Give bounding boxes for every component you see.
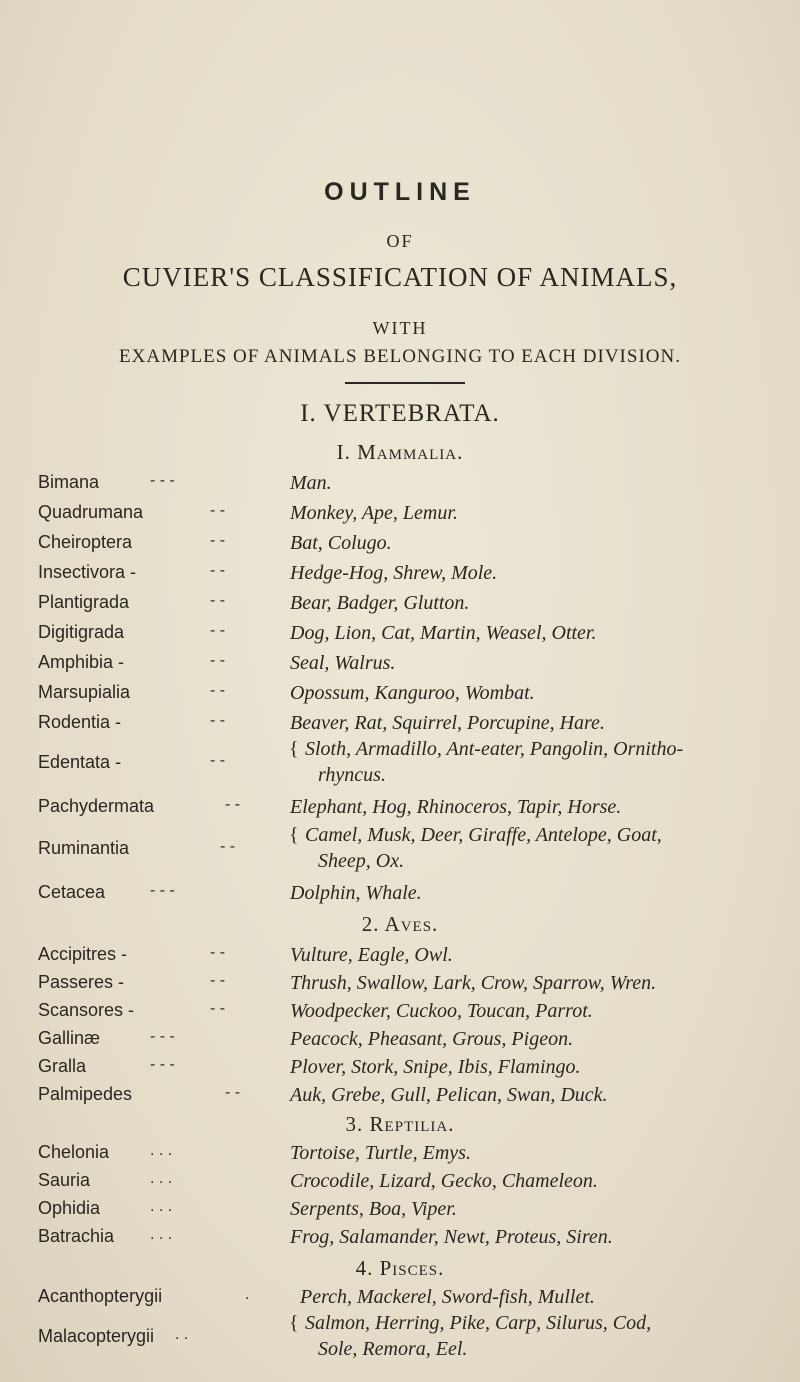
order-name: Ophidia bbox=[38, 1198, 101, 1218]
examples-text: Hedge-Hog, Shrew, Mole. bbox=[290, 562, 498, 584]
order-name: Chelonia bbox=[38, 1142, 110, 1162]
table-row bbox=[0, 1312, 800, 1360]
table-row bbox=[0, 532, 800, 562]
order-name: Gallinæ bbox=[38, 1028, 101, 1048]
main-heading: CUVIER'S CLASSIFICATION OF ANIMALS, bbox=[122, 262, 678, 292]
leader-dots: - - bbox=[210, 712, 226, 729]
examples-text: Tortoise, Turtle, Emys. bbox=[290, 1142, 471, 1164]
table-row bbox=[0, 796, 800, 826]
leader-dots: - - bbox=[220, 838, 236, 855]
table-row bbox=[0, 682, 800, 712]
brace-icon: { bbox=[289, 1312, 299, 1334]
examples-text: Dolphin, Whale. bbox=[290, 882, 422, 904]
title-of: OF bbox=[386, 231, 414, 251]
examples-text: Peacock, Pheasant, Grous, Pigeon. bbox=[290, 1028, 574, 1050]
table-row bbox=[0, 882, 800, 912]
order-name: Pachydermata bbox=[38, 796, 155, 816]
examples-text: Frog, Salamander, Newt, Proteus, Siren. bbox=[290, 1226, 613, 1248]
table-row bbox=[0, 562, 800, 592]
table-row bbox=[0, 502, 800, 532]
examples-text: Woodpecker, Cuckoo, Toucan, Parrot. bbox=[290, 1000, 593, 1022]
order-name: Bimana bbox=[38, 472, 100, 492]
order-name: Cheiroptera bbox=[38, 532, 133, 552]
table-row bbox=[0, 1170, 800, 1200]
leader-dots: - - bbox=[210, 622, 226, 639]
order-name: Amphibia - bbox=[38, 652, 125, 672]
leader-dots: - - bbox=[210, 502, 226, 519]
table-row bbox=[0, 824, 800, 872]
examples-text: Crocodile, Lizard, Gecko, Chameleon. bbox=[290, 1170, 598, 1192]
leader-dots: - - bbox=[225, 1084, 241, 1101]
leader-dots: - - bbox=[210, 592, 226, 609]
order-name: Insectivora - bbox=[38, 562, 137, 582]
title-with: WITH bbox=[372, 318, 428, 338]
examples-continuation: rhyncus. bbox=[318, 764, 386, 786]
leader-dots: - - - bbox=[150, 472, 175, 489]
table-row bbox=[0, 972, 800, 1002]
order-name: Passeres - bbox=[38, 972, 125, 992]
table-row bbox=[0, 622, 800, 652]
section-pisces: 4. Pisces. bbox=[355, 1256, 445, 1280]
examples-text: Elephant, Hog, Rhinoceros, Tapir, Horse. bbox=[290, 796, 622, 818]
table-row bbox=[0, 738, 800, 786]
examples-text: Bat, Colugo. bbox=[290, 532, 392, 554]
examples-text: Salmon, Herring, Pike, Carp, Silurus, Cod, bbox=[305, 1312, 652, 1334]
brace-icon: { bbox=[289, 824, 299, 846]
examples-text: Bear, Badger, Glutton. bbox=[290, 592, 470, 614]
order-name: Malacopterygii bbox=[38, 1326, 155, 1346]
leader-dots: - - bbox=[225, 796, 241, 813]
examples-text: Beaver, Rat, Squirrel, Porcupine, Hare. bbox=[290, 712, 605, 734]
order-name: Gralla bbox=[38, 1056, 87, 1076]
leader-dots: - - bbox=[210, 652, 226, 669]
examples-text: Serpents, Boa, Viper. bbox=[290, 1198, 457, 1220]
order-name: Rodentia - bbox=[38, 712, 122, 732]
leader-dots: - - - bbox=[150, 1056, 175, 1073]
examples-text: Sloth, Armadillo, Ant-eater, Pangolin, Ornitho- bbox=[305, 738, 684, 760]
order-name: Plantigrada bbox=[38, 592, 130, 612]
examples-continuation: Sole, Remora, Eel. bbox=[318, 1338, 468, 1360]
subheading: EXAMPLES OF ANIMALS BELONGING TO EACH DIVISION. bbox=[119, 346, 681, 367]
order-name: Quadrumana bbox=[38, 502, 144, 522]
examples-text: Vulture, Eagle, Owl. bbox=[290, 944, 453, 966]
order-name: Cetacea bbox=[38, 882, 106, 902]
table-row bbox=[0, 944, 800, 974]
leader-dots: . . . bbox=[150, 1226, 173, 1243]
section-aves: 2. Aves. bbox=[361, 912, 439, 936]
examples-text: Opossum, Kanguroo, Wombat. bbox=[290, 682, 535, 704]
table-row bbox=[0, 652, 800, 682]
table-row bbox=[0, 472, 800, 502]
table-row bbox=[0, 592, 800, 622]
examples-text: Dog, Lion, Cat, Martin, Weasel, Otter. bbox=[290, 622, 597, 644]
table-row bbox=[0, 1084, 800, 1114]
leader-dots: - - - bbox=[150, 882, 175, 899]
table-row bbox=[0, 1028, 800, 1058]
order-name: Acanthopterygii bbox=[38, 1286, 163, 1306]
order-name: Scansores - bbox=[38, 1000, 135, 1020]
table-row bbox=[0, 1000, 800, 1030]
leader-dots: - - bbox=[210, 682, 226, 699]
order-name: Digitigrada bbox=[38, 622, 125, 642]
order-name: Sauria bbox=[38, 1170, 91, 1190]
leader-dots: - - bbox=[210, 944, 226, 961]
leader-dots: - - bbox=[210, 1000, 226, 1017]
examples-continuation: Sheep, Ox. bbox=[318, 850, 405, 872]
order-name: Batrachia bbox=[38, 1226, 115, 1246]
divider bbox=[345, 382, 465, 384]
examples-text: Perch, Mackerel, Sword-fish, Mullet. bbox=[300, 1286, 595, 1308]
examples-text: Monkey, Ape, Lemur. bbox=[290, 502, 458, 524]
table-row bbox=[0, 1198, 800, 1228]
leader-dots: . . . bbox=[150, 1170, 173, 1187]
leader-dots: - - bbox=[210, 752, 226, 769]
leader-dots: - - bbox=[210, 532, 226, 549]
table-row bbox=[0, 1142, 800, 1172]
examples-text: Seal, Walrus. bbox=[290, 652, 396, 674]
examples-text: Man. bbox=[290, 472, 332, 494]
page-title: OUTLINE bbox=[324, 178, 476, 206]
leader-dots: . bbox=[245, 1286, 250, 1303]
examples-text: Camel, Musk, Deer, Giraffe, Antelope, Goat, bbox=[305, 824, 662, 846]
order-name: Marsupialia bbox=[38, 682, 131, 702]
order-name: Palmipedes bbox=[38, 1084, 133, 1104]
leader-dots: - - - bbox=[150, 1028, 175, 1045]
order-name: Accipitres - bbox=[38, 944, 128, 964]
leader-dots: - - bbox=[210, 562, 226, 579]
leader-dots: . . bbox=[175, 1326, 189, 1343]
table-row bbox=[0, 1226, 800, 1256]
section-reptilia: 3. Reptilia. bbox=[345, 1112, 455, 1136]
leader-dots: . . . bbox=[150, 1142, 173, 1159]
brace-icon: { bbox=[289, 738, 299, 760]
order-name: Ruminantia bbox=[38, 838, 130, 858]
leader-dots: . . . bbox=[150, 1198, 173, 1215]
section-mammalia: I. Mammalia. bbox=[336, 440, 464, 464]
examples-text: Plover, Stork, Snipe, Ibis, Flamingo. bbox=[290, 1056, 581, 1078]
table-row bbox=[0, 1056, 800, 1086]
division-heading: I. VERTEBRATA. bbox=[300, 400, 500, 427]
order-name: Edentata - bbox=[38, 752, 122, 772]
leader-dots: - - bbox=[210, 972, 226, 989]
examples-text: Auk, Grebe, Gull, Pelican, Swan, Duck. bbox=[290, 1084, 608, 1106]
examples-text: Thrush, Swallow, Lark, Crow, Sparrow, Wren. bbox=[290, 972, 657, 994]
